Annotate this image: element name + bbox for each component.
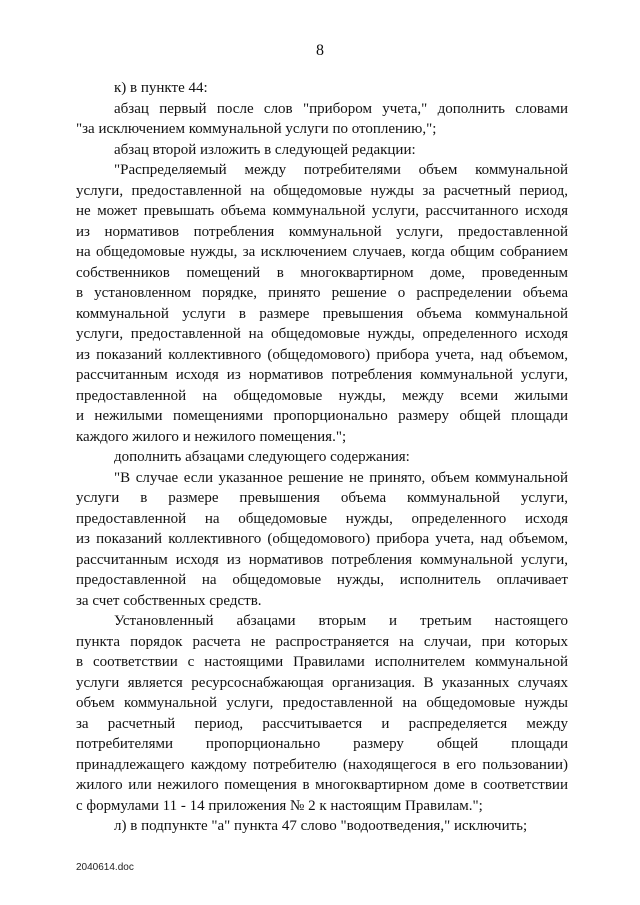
text-line: абзац первый после слов "прибором учета," дополнить словами [114,100,568,117]
text-line: предоставленной на общедомовые нужды, определенного исходя [76,510,568,527]
text-line: абзац второй изложить в следующей редакции: [114,141,416,158]
text-line: объем коммунальной услуги, предоставленной на общедомовые нужды [76,695,568,711]
text-line: "за исключением коммунальной услуги по отоплению,"; [76,121,437,137]
text-line: Установленный абзацами вторым и третьим настоящего [114,613,568,629]
text-line: рассчитанным исходя из нормативов потребления коммунальной услуги, [76,367,568,383]
text-line: "В случае если указанное решение не принято, объем коммунальной [114,469,568,486]
text-line: коммунальной услуги в размере превышения объема коммунальной [76,305,568,322]
text-line: собственников помещений в многоквартирном доме, проведенным [76,264,568,281]
text-line: за счет собственных средств. [76,592,262,609]
text-line: из показаний коллективного (общедомового) прибора учета, над объемом, [76,346,568,363]
text-line: в установленном порядке, принято решение о распределении объема [76,285,568,301]
text-line: и нежилыми помещениями пропорционально размеру общей площади [76,408,568,424]
document-body [76,78,568,837]
text-line: предоставленной на общедомовые нужды, исполнитель оплачивает [76,572,568,588]
text-line: в соответствии с настоящими Правилами исполнителем коммунальной [76,654,568,670]
text-line: пункта порядок расчета не распространяется на случаи, при которых [76,633,568,650]
text-line: "Распределяемый между потребителями объем коммунальной [114,162,568,178]
text-line: не может превышать объема коммунальной услуги, рассчитанного исходя [76,203,568,219]
footer-filename: 2040614.doc [76,862,134,873]
text-line: с формулами 11 - 14 приложения № 2 к настоящим Правилам."; [76,797,483,814]
text-line: услуги в размере превышения объема коммунальной услуги, [76,490,568,506]
text-line: из показаний коллективного (общедомового) прибора учета, над объемом, [76,531,568,547]
text-line: услуги является ресурсоснабжающая организация. В указанных случаях [76,674,568,691]
text-line: услуги, предоставленной на общедомовые нужды, определенного исходя [76,326,568,342]
text-line: каждого жилого и нежилого помещения."; [76,428,347,445]
text-line: за расчетный период, рассчитывается и распределяется между [76,715,568,732]
text-line: принадлежащего каждому потребителю (находящегося в его пользовании) [76,756,568,773]
text-line: предоставленной на общедомовые нужды, между всеми жилыми [76,387,568,404]
text-line: потребителями пропорционально размеру общей площади [76,736,568,752]
text-line: из нормативов потребления коммунальной услуги, предоставленной [76,223,568,240]
text-line: услуги, предоставленной на общедомовые нужды за расчетный период, [76,182,568,199]
text-line: к) в пункте 44: [114,80,208,96]
text-line: дополнить абзацами следующего содержания: [114,449,410,465]
page-number: 8 [316,42,324,59]
text-line: на общедомовые нужды, за исключением случаев, когда общим собранием [76,244,568,260]
text-line: рассчитанным исходя из нормативов потребления коммунальной услуги, [76,551,568,568]
text-line: л) в подпункте "а" пункта 47 слово "водоотведения," исключить; [114,818,528,834]
text-line: жилого или нежилого помещения в многоквартирном доме в соответствии [76,777,568,793]
